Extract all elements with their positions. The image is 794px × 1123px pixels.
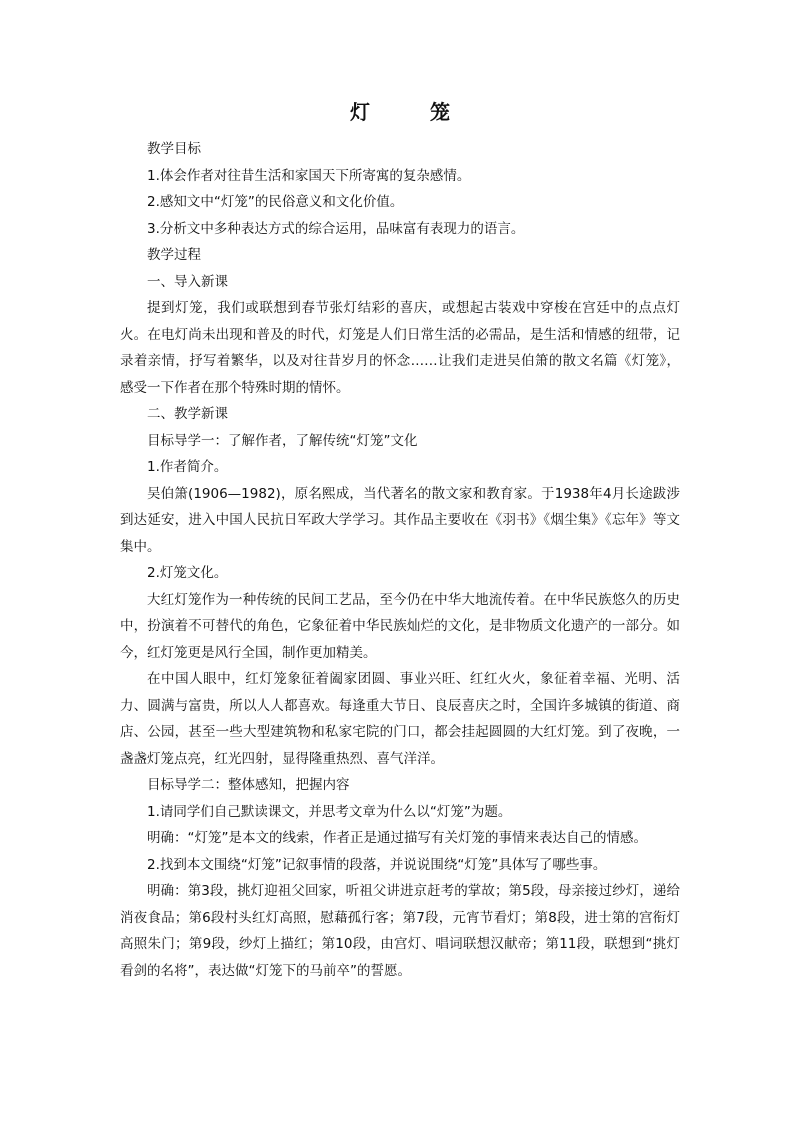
goal-item-3: 3.分析文中多种表达方式的综合运用，品味富有表现力的语言。 [147,220,525,237]
question-1: 1.请同学们自己默读课文，并思考文章为什么以“灯笼”为题。 [147,803,512,820]
objective-heading-1: 目标导学一：了解作者，了解传统“灯笼”文化 [147,432,418,449]
author-paragraph: 吴伯箫(1906—1982)，原名熙成，当代著名的散文家和教育家。于1938年4月长途跋涉到达延安，进入中国人民抗日军政大学学习。其作品主要收在《羽书》《烟尘集》《忘年》等文集中。 [120,485,680,555]
objective-heading-2: 目标导学二：整体感知，把握内容 [147,777,350,793]
lantern-culture-paragraph-1: 大红灯笼作为一种传统的民间工艺品，至今仍在中华大地流传着。在中华民族悠久的历史中，扮演着不可替代的角色，它象征着中华民族灿烂的文化，是非物质文化遗产的一部分。如今，红灯笼更是风行全国，制作更加精美。 [120,591,680,661]
document-title: 灯 笼 [350,100,470,124]
goal-item-1: 1.体会作者对往昔生活和家国天下所寄寓的复杂感情。 [147,167,471,184]
subheading-lantern-culture: 2.灯笼文化。 [147,565,228,581]
document-page [120,98,680,984]
section-heading-new-lesson: 二、教学新课 [147,406,228,422]
section-heading-intro: 一、导入新课 [147,273,228,290]
heading-teaching-goals: 教学目标 [147,141,201,157]
heading-teaching-process: 教学过程 [147,247,201,263]
question-2: 2.找到本文围绕“灯笼”记叙事情的段落，并说说围绕“灯笼”具体写了哪些事。 [147,856,607,873]
answer-1: 明确：“灯笼”是本文的线索，作者正是通过描写有关灯笼的事情来表达自己的情感。 [147,830,647,846]
answer-2: 明确：第3段，挑灯迎祖父回家，听祖父讲进京赶考的掌故；第5段，母亲接过纱灯，递给消夜食品；第6段村头红灯高照，慰藉孤行客；第7段，元宵节看灯；第8段，进士第的宫衔灯高照朱门；第9段，纱灯上描红；第10段，由宫灯、唱词联想汉献帝；第11段，联想到“挑灯看剑的名将”，表达做“灯笼下的马前卒”的誓愿。 [120,883,680,979]
subheading-author-intro: 1.作者简介。 [147,459,228,475]
lantern-culture-paragraph-2: 在中国人眼中，红灯笼象征着阖家团圆、事业兴旺、红红火火，象征着幸福、光明、活力、圆满与富贵，所以人人都喜欢。每逢重大节日、良辰喜庆之时，全国许多城镇的街道、商店、公园，甚至一些大型建筑物和私家宅院的门口，都会挂起圆圆的大红灯笼。到了夜晚，一盏盏灯笼点亮，红光四射，显得隆重热烈、喜气洋洋。 [120,671,680,767]
goal-item-2: 2.感知文中“灯笼”的民俗意义和文化价值。 [147,194,404,210]
intro-paragraph: 提到灯笼，我们或联想到春节张灯结彩的喜庆，或想起古装戏中穿梭在宫廷中的点点灯火。在电灯尚未出现和普及的时代，灯笼是人们日常生活的必需品，是生活和情感的纽带，记录着亲情，抒写着繁华，以及对往昔岁月的怀念……让我们走进吴伯箫的散文名篇《灯笼》，感受一下作者在那个特殊时期的情怀。 [120,300,680,396]
